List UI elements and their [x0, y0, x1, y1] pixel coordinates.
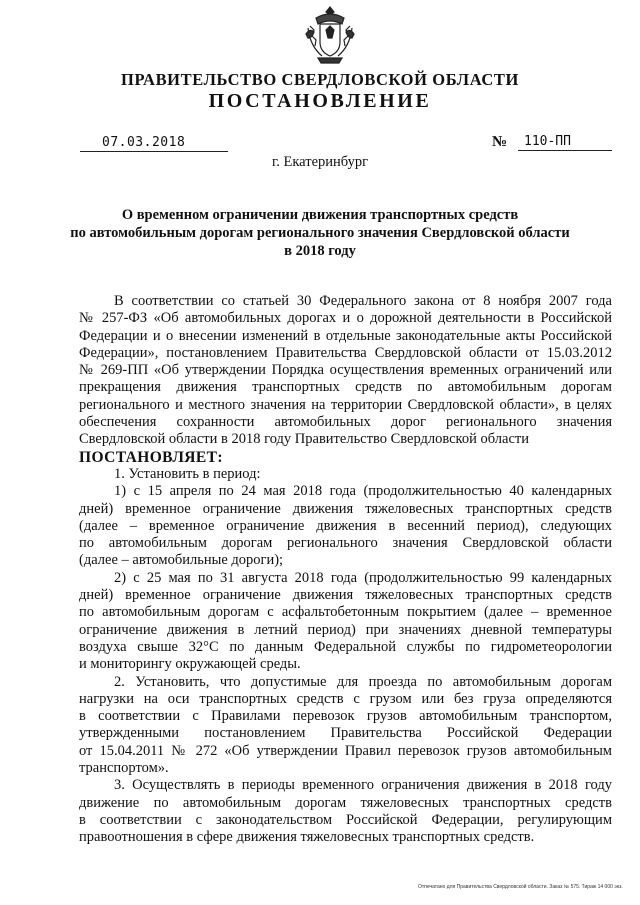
- body-line: (далее – автомобильные дороги);: [79, 552, 284, 569]
- body-line: воздуха свыше 32°С по данным Федеральной службы по гидрометеорологии: [79, 638, 612, 655]
- organization-name: ПРАВИТЕЛЬСТВО СВЕРДЛОВСКОЙ ОБЛАСТИ: [121, 70, 519, 89]
- body-line: 2) с 25 мая по 31 августа 2018 года (продолжительностью 99 календарных: [114, 569, 612, 586]
- document-number: 110-ПП: [524, 134, 571, 149]
- body-line: Свердловской области в 2018 году Правительство Свердловской области: [79, 431, 529, 448]
- document-type: ПОСТАНОВЛЕНИЕ: [208, 90, 432, 112]
- body-line: Федерации», постановлением Правительства Свердловской области от 15.03.2012: [79, 344, 612, 361]
- document-date: 07.03.2018: [102, 135, 186, 150]
- body-line: Федерации и о внесении изменений в отдельные законодательные акты Российской: [79, 327, 612, 344]
- title-line: по автомобильным дорогам регионального значения Свердловской области: [70, 225, 570, 241]
- body-line: регионального и местного значения на территории Свердловской области», в целях: [79, 396, 612, 413]
- body-line: по автомобильным дорогам регионального значения Свердловской области: [79, 535, 612, 552]
- body-line: обеспечения сохранности автомобильных дорог регионального значения: [79, 414, 612, 431]
- body-line: нагрузки на оси транспортных средств с грузом или без груза определяются: [79, 690, 612, 707]
- body-line: 1. Установить в период:: [114, 465, 261, 482]
- body-line: 2. Установить, что допустимые для проезда по автомобильным дорогам: [114, 673, 612, 690]
- body-line: дней) временное ограничение движения тяжеловесных транспортных средств: [79, 587, 612, 604]
- title-line: О временном ограничении движения транспортных средств: [121, 207, 519, 223]
- body-line: в соответствии с Правилами перевозок грузов автомобильным транспортом,: [79, 708, 612, 725]
- body-line: по автомобильным дорогам с асфальтобетонным покрытием (далее – временное: [79, 604, 612, 621]
- document-title: [60, 206, 580, 260]
- body-line: прекращения движения транспортных средств по автомобильным дорогам: [79, 379, 612, 396]
- body-line: № 257-ФЗ «Об автомобильных дорогах и о дорожной деятельности в Российской: [79, 310, 612, 327]
- title-line: в 2018 году: [284, 243, 356, 259]
- body-line: № 269-ПП «Об утверждении Порядка осуществления временных ограничений или: [79, 362, 612, 379]
- body-line: от 15.04.2011 № 272 «Об утверждении Правил перевозок грузов автомобильным: [79, 742, 612, 759]
- city: г. Екатеринбург: [271, 154, 369, 170]
- body-line: правоотношения в сфере движения тяжеловесных транспортных средств.: [79, 829, 535, 846]
- body-line: движение по автомобильным дорогам тяжеловесных транспортных средств: [79, 794, 612, 811]
- body-line: ограничение движения в летний период) при значениях дневной температуры: [79, 621, 612, 638]
- number-sign: №: [492, 134, 508, 150]
- coat-of-arms-emblem-icon: [302, 4, 358, 66]
- body-line: утвержденными постановлением Правительства Российской Федерации: [79, 725, 612, 742]
- body-line: 1) с 15 апреля по 24 мая 2018 года (продолжительностью 40 календарных: [114, 483, 612, 500]
- date-field: [80, 134, 228, 152]
- body-line: в соответствии с законодательством Российской Федерации, регулирующим: [79, 811, 612, 828]
- body-line: 3. Осуществлять в периоды временного ограничения движения в 2018 году: [114, 777, 612, 794]
- body-line: (далее – временное ограничение движения в весенний период), следующих: [79, 517, 612, 534]
- number-field: [492, 134, 612, 151]
- print-footer: Отпечатано для Правительства Свердловской области. Заказ № 575. Тираж 14 000 экз.: [418, 884, 623, 890]
- body-line: транспортом».: [79, 760, 169, 777]
- document-body: [79, 293, 612, 847]
- body-line: дней) временное ограничение движения тяжеловесных транспортных средств: [79, 500, 612, 517]
- body-line: В соответствии со статьей 30 Федерального закона от 8 ноября 2007 года: [114, 293, 612, 309]
- body-line: и мониторингу окружающей среды.: [79, 656, 301, 673]
- resolution-heading: ПОСТАНОВЛЯЕТ:: [79, 448, 223, 466]
